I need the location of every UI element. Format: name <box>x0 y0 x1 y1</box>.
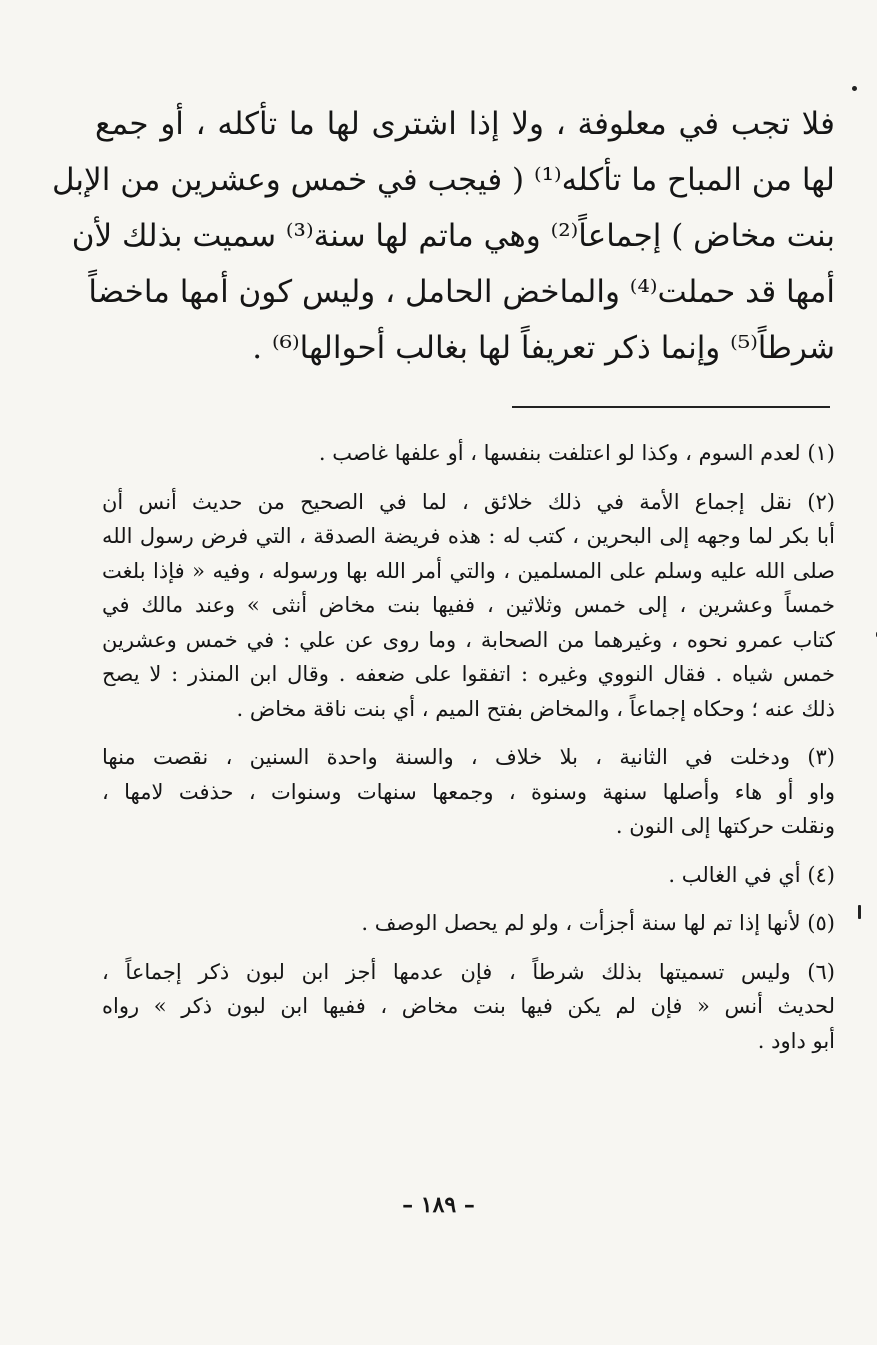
main-text-block <box>51 96 835 376</box>
footnote-line: كتاب عمرو نحوه ، وغيرهما من الصحابة ، وما روى عن علي : في خمس وعشرين <box>102 627 836 652</box>
footnote-1 <box>102 436 835 471</box>
main-text-line: لها من المباح ما تأكله⁽¹⁾ ( فيجب في خمس وعشرين من الإبل <box>51 162 835 198</box>
footnote-line: خمساً وعشرين ، إلى خمس وثلاثين ، ففيها بنت مخاض أنثى » وعند مالك في <box>102 593 835 617</box>
main-text-line: بنت مخاض ) إجماعاً⁽²⁾ وهي ماتم لها سنة⁽³⁾ سميت بذلك لأن <box>71 218 835 254</box>
footnote-line: واو أو هاء وأصلها سنهة وسنوة ، وجمعها سنهات وسنوات ، حذفت لامها ، <box>102 779 835 804</box>
footnote-line: صلى الله عليه وسلم على المسلمين ، والتي أمر الله بها ورسوله ، وفيه « فإذا بلغت <box>102 558 835 583</box>
footnote-line: (٤) أي في الغالب . <box>668 862 835 887</box>
footnote-4 <box>102 858 835 893</box>
footnote-line: (٥) لأنها إذا تم لها سنة أجزأت ، ولو لم يحصل الوصف . <box>361 911 835 935</box>
footnote-2 <box>102 485 835 727</box>
main-text-line: أمها قد حملت⁽⁴⁾ والماخض الحامل ، وليس كون أمها ماخضاً <box>88 274 835 310</box>
footnotes-block <box>102 436 835 1072</box>
footnote-3 <box>102 740 835 844</box>
margin-mark <box>852 86 857 91</box>
footnote-5 <box>102 906 835 941</box>
main-text-line: فلا تجب في معلوفة ، ولا إذا اشترى لها ما تأكله ، أو جمع <box>95 106 835 142</box>
footnote-separator-rule <box>512 406 830 408</box>
footnote-line: خمس شياه . فقال النووي وغيره : اتفقوا على ضعفه . وقال ابن المنذر : لا يصح <box>102 662 835 686</box>
footnote-line: (٣) ودخلت في الثانية ، بلا خلاف ، والسنة واحدة السنين ، نقصت منها <box>102 745 835 769</box>
footnote-line: (٦) وليس تسميتها بذلك شرطاً ، فإن عدمها أجز ابن لبون ذكر إجماعاً ، <box>102 959 835 984</box>
margin-mark <box>858 905 861 919</box>
footnote-line: أبو داود . <box>757 1028 835 1053</box>
footnote-line: لحديث أنس « فإن لم يكن فيها بنت مخاض ، ففيها ابن لبون ذكر » رواه <box>102 994 835 1018</box>
page-number: – ١٨٩ – <box>402 1192 475 1218</box>
footnote-6 <box>102 955 835 1059</box>
footnote-line: (٢) نقل إجماع الأمة في ذلك خلائق ، لما في الصحيح من حديث أنس أن <box>102 489 835 514</box>
main-text-line: شرطاً⁽⁵⁾ وإنما ذكر تعريفاً لها بغالب أحوالها⁽⁶⁾ . <box>252 330 835 366</box>
footnote-line: ونقلت حركتها إلى النون . <box>615 814 835 838</box>
footnote-line: ذلك عنه ؛ وحكاه إجماعاً ، والمخاض بفتح الميم ، أي بنت ناقة مخاض . <box>236 696 835 721</box>
footnote-line: أبا بكر لما وجهه إلى البحرين ، كتب له : هذه فريضة الصدقة ، التي فرض رسول الله <box>102 524 835 548</box>
footnote-line: (١) لعدم السوم ، وكذا لو اعتلفت بنفسها ، أو علفها غاصب . <box>318 441 835 465</box>
